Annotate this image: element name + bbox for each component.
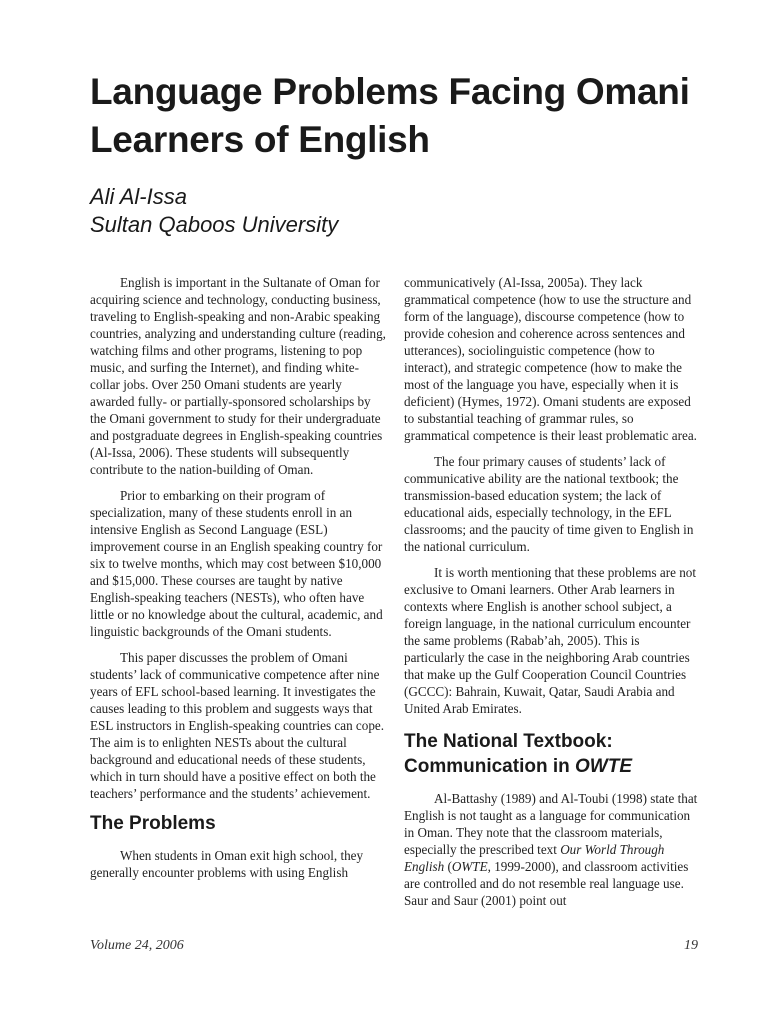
text-run: Al-Battashy (1989) and Al-Toubi (1998) state that English is not taught as a language for communication in Oman. They note that the classroom materials, especially the prescribed text bbox=[404, 791, 698, 857]
body-paragraph: The four primary causes of students’ lack of communicative ability are the national textbook; the transmission-based education system; the lack of educational aids, especially technology, in the EFL classrooms; and the paucity of time given to English in the national curriculum. bbox=[404, 454, 694, 554]
body-paragraph: When students in Oman exit high school, they generally encounter problems with using English bbox=[90, 848, 364, 880]
section-heading-problems: The Problems bbox=[90, 813, 216, 834]
body-paragraph: It is worth mentioning that these problems are not exclusive to Omani learners. Other Arab learners in contexts where English is another school subject, a foreign language, in the national curriculum encounter the same problems (Rabab’ah, 2005). This is particularly the case in the neighboring Arab countries that make up the Gulf Cooperation Council Countries (GCCC): Bahrain, Kuwait, Qatar, Saudi Arabia and United Arab Emirates. bbox=[404, 565, 697, 716]
section-heading-textbook bbox=[404, 729, 702, 779]
heading-line-1: The National Textbook: bbox=[404, 731, 613, 752]
textbook-title: Our World Through English bbox=[404, 842, 665, 874]
page-footer bbox=[90, 938, 698, 954]
text-run: ( bbox=[447, 859, 452, 874]
article-title: Language Problems Facing Omani Learners of English bbox=[90, 71, 690, 160]
heading-italic-term: OWTE bbox=[575, 756, 633, 777]
volume-label: Volume 24, 2006 bbox=[90, 938, 184, 953]
left-column bbox=[90, 274, 388, 890]
body-paragraph-continued: communicatively (Al-Issa, 2005a). They lack grammatical competence (how to use the structure and form of the language), discourse competence (how to provide cohesion and coherence across sentences and utterances), sociolinguistic competence (how to interact), and strategic competence (how to make the most of the language you have, especially when it is deficient) (Hymes, 1972). Omani students are exposed to substantial teaching of grammar rules, so grammatical competence is their least problematic area. bbox=[404, 275, 697, 443]
body-paragraph: Prior to embarking on their program of specialization, many of these students enroll in an intensive English as Second Language (ESL) improvement course in an English speaking country for six to twelve months, which may cost between $10,000 and $15,000. These courses are taught by native English-speaking teachers (NESTs), who often have little or no knowledge about the cultural, academic, and linguistic backgrounds of the Omani students. bbox=[90, 488, 383, 639]
page-number: 19 bbox=[684, 938, 698, 953]
body-paragraph: English is important in the Sultanate of Oman for acquiring science and technology, conducting business, traveling to English-speaking and non-Arabic speaking countries, analyzing and understanding culture (reading, watching films and other programs, listening to pop music, and surfing the Internet), and finding white-collar jobs. Over 250 Omani students are yearly awarded fully- or partially-sponsored scholarships by the Omani government to study for their undergraduate and postgraduate degrees in English-speaking countries (Al-Issa, 2006). These students will subsequently contribute to the nation-building of Oman. bbox=[90, 275, 386, 477]
author-block bbox=[90, 183, 690, 239]
textbook-abbreviation: OWTE bbox=[451, 859, 488, 874]
right-column bbox=[404, 274, 702, 918]
author-name: Ali Al-Issa bbox=[90, 184, 187, 209]
text-run: , 1999-2000), and classroom activities are controlled and do not resemble real language use. Saur and Saur (2001) point out bbox=[404, 859, 689, 908]
body-paragraph bbox=[404, 790, 702, 909]
heading-line-2: Communication in bbox=[404, 756, 570, 777]
author-affiliation: Sultan Qaboos University bbox=[90, 212, 339, 237]
body-paragraph: This paper discusses the problem of Omani students’ lack of communicative competence after nine years of EFL school-based learning. It investigates the causes leading to this problem and suggests ways that ESL instructors in English-speaking countries can cope. The aim is to enlighten NESTs about the cultural background and educational needs of these students, which in turn should have a positive effect on both the teachers’ performance and the students’ achievement. bbox=[90, 650, 385, 801]
